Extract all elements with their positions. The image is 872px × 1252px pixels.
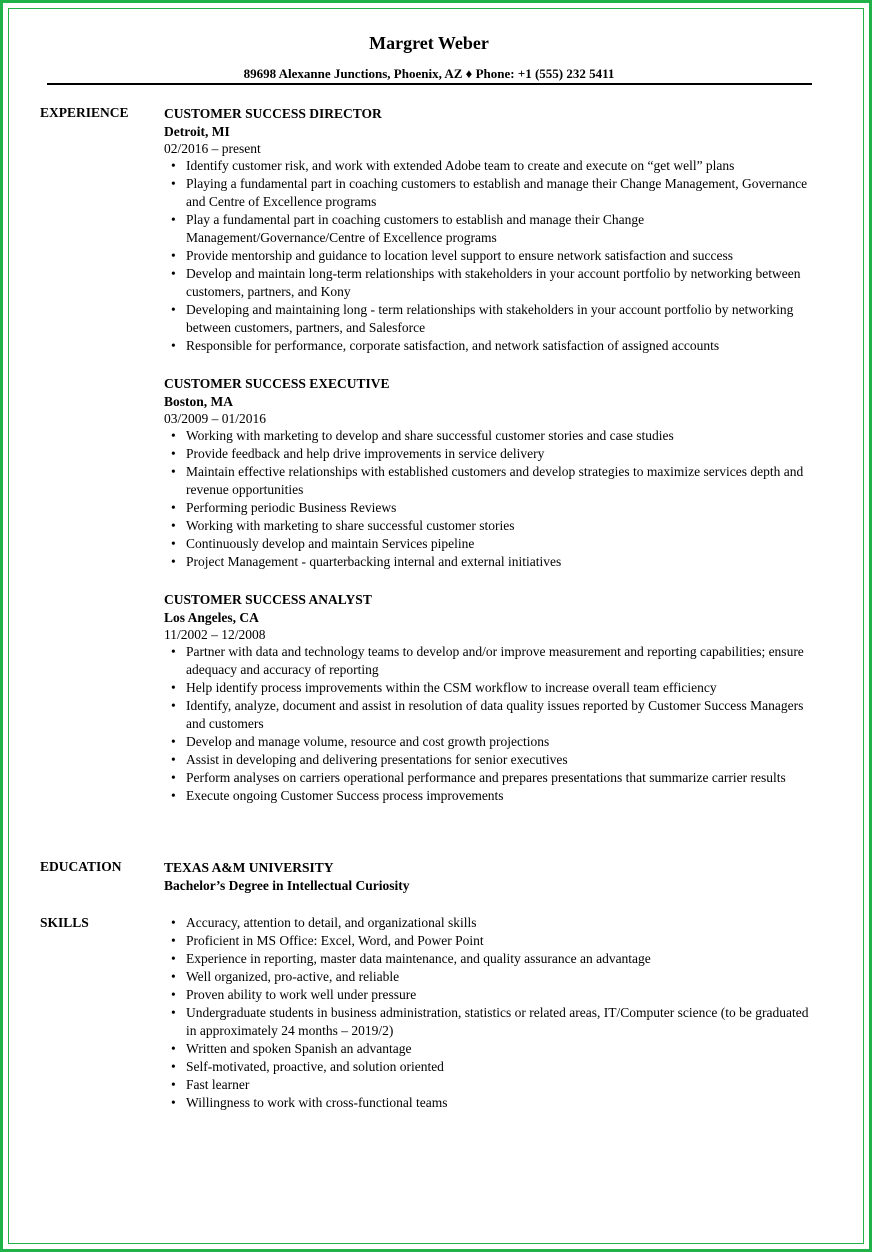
list-item: • Play a fundamental part in coaching customers to establish and manage their Change Management/Governance/Centre of Excellence programs bbox=[164, 211, 814, 247]
list-item: • Maintain effective relationships with established customers and develop strategies to maximize services depth and revenue opportunities bbox=[164, 463, 814, 499]
job-title: CUSTOMER SUCCESS ANALYST bbox=[164, 592, 372, 607]
job-entry bbox=[164, 105, 814, 355]
list-item: • Undergraduate students in business administration, statistics or related areas, IT/Computer science (to be graduated in approximately 24 months – 2019/2) bbox=[164, 1004, 814, 1040]
list-item: • Help identify process improvements within the CSM workflow to increase overall team efficiency bbox=[164, 679, 814, 697]
list-item: • Partner with data and technology teams to develop and/or improve measurement and reporting capabilities; ensure adequacy and accuracy of reporting bbox=[164, 643, 814, 679]
section-label-education: EDUCATION bbox=[40, 859, 122, 874]
list-item: • Working with marketing to share successful customer stories bbox=[164, 517, 814, 535]
list-item: • Performing periodic Business Reviews bbox=[164, 499, 814, 517]
list-item: • Develop and manage volume, resource and cost growth projections bbox=[164, 733, 814, 751]
list-item: • Execute ongoing Customer Success process improvements bbox=[164, 787, 814, 805]
job-bullets bbox=[164, 157, 814, 355]
list-item: • Provide mentorship and guidance to location level support to ensure network satisfaction and success bbox=[164, 247, 814, 265]
list-item: • Proficient in MS Office: Excel, Word, and Power Point bbox=[164, 932, 814, 950]
experience-section bbox=[164, 105, 814, 825]
list-item: • Continuously develop and maintain Services pipeline bbox=[164, 535, 814, 553]
skills-section bbox=[164, 914, 814, 1112]
list-item: • Identify customer risk, and work with extended Adobe team to create and execute on “get well” plans bbox=[164, 157, 814, 175]
list-item: • Fast learner bbox=[164, 1076, 814, 1094]
job-entry bbox=[164, 591, 814, 805]
section-label-experience: EXPERIENCE bbox=[40, 105, 129, 120]
school-name: TEXAS A&M UNIVERSITY bbox=[164, 860, 334, 875]
job-dates: 02/2016 – present bbox=[164, 141, 261, 156]
job-entry bbox=[164, 375, 814, 571]
list-item: • Willingness to work with cross-functional teams bbox=[164, 1094, 814, 1112]
list-item: • Assist in developing and delivering presentations for senior executives bbox=[164, 751, 814, 769]
list-item: • Written and spoken Spanish an advantage bbox=[164, 1040, 814, 1058]
skills-list bbox=[164, 914, 814, 1112]
list-item: • Playing a fundamental part in coaching customers to establish and manage their Change Management, Governance and Centre of Excellence programs bbox=[164, 175, 814, 211]
candidate-name: Margret Weber bbox=[369, 33, 489, 53]
job-title: CUSTOMER SUCCESS DIRECTOR bbox=[164, 106, 382, 121]
list-item: • Proven ability to work well under pressure bbox=[164, 986, 814, 1004]
degree: Bachelor’s Degree in Intellectual Curiosity bbox=[164, 878, 410, 893]
list-item: • Perform analyses on carriers operational performance and prepares presentations that summarize carrier results bbox=[164, 769, 814, 787]
list-item: • Provide feedback and help drive improvements in service delivery bbox=[164, 445, 814, 463]
list-item: • Developing and maintaining long - term relationships with stakeholders in your account portfolio by networking between customers, partners, and Salesforce bbox=[164, 301, 814, 337]
job-location: Los Angeles, CA bbox=[164, 610, 259, 625]
job-dates: 03/2009 – 01/2016 bbox=[164, 411, 267, 426]
job-bullets bbox=[164, 643, 814, 805]
job-title: CUSTOMER SUCCESS EXECUTIVE bbox=[164, 376, 390, 391]
job-bullets bbox=[164, 427, 814, 571]
list-item: • Responsible for performance, corporate satisfaction, and network satisfaction of assigned accounts bbox=[164, 337, 814, 355]
list-item: • Self-motivated, proactive, and solution oriented bbox=[164, 1058, 814, 1076]
list-item: • Accuracy, attention to detail, and organizational skills bbox=[164, 914, 814, 932]
list-item: • Project Management - quarterbacking internal and external initiatives bbox=[164, 553, 814, 571]
education-section bbox=[164, 859, 814, 895]
section-label-skills: SKILLS bbox=[40, 915, 89, 930]
list-item: • Experience in reporting, master data maintenance, and quality assurance an advantage bbox=[164, 950, 814, 968]
job-location: Boston, MA bbox=[164, 394, 234, 409]
list-item: • Working with marketing to develop and share successful customer stories and case studies bbox=[164, 427, 814, 445]
job-dates: 11/2002 – 12/2008 bbox=[164, 627, 266, 642]
job-location: Detroit, MI bbox=[164, 124, 230, 139]
list-item: • Well organized, pro-active, and reliable bbox=[164, 968, 814, 986]
list-item: • Identify, analyze, document and assist in resolution of data quality issues reported by Customer Success Managers and customers bbox=[164, 697, 814, 733]
header-divider bbox=[47, 83, 812, 85]
contact-line: 89698 Alexanne Junctions, Phoenix, AZ ♦ Phone: +1 (555) 232 5411 bbox=[243, 66, 615, 81]
list-item: • Develop and maintain long-term relationships with stakeholders in your account portfolio by networking between customers, partners, and Kony bbox=[164, 265, 814, 301]
